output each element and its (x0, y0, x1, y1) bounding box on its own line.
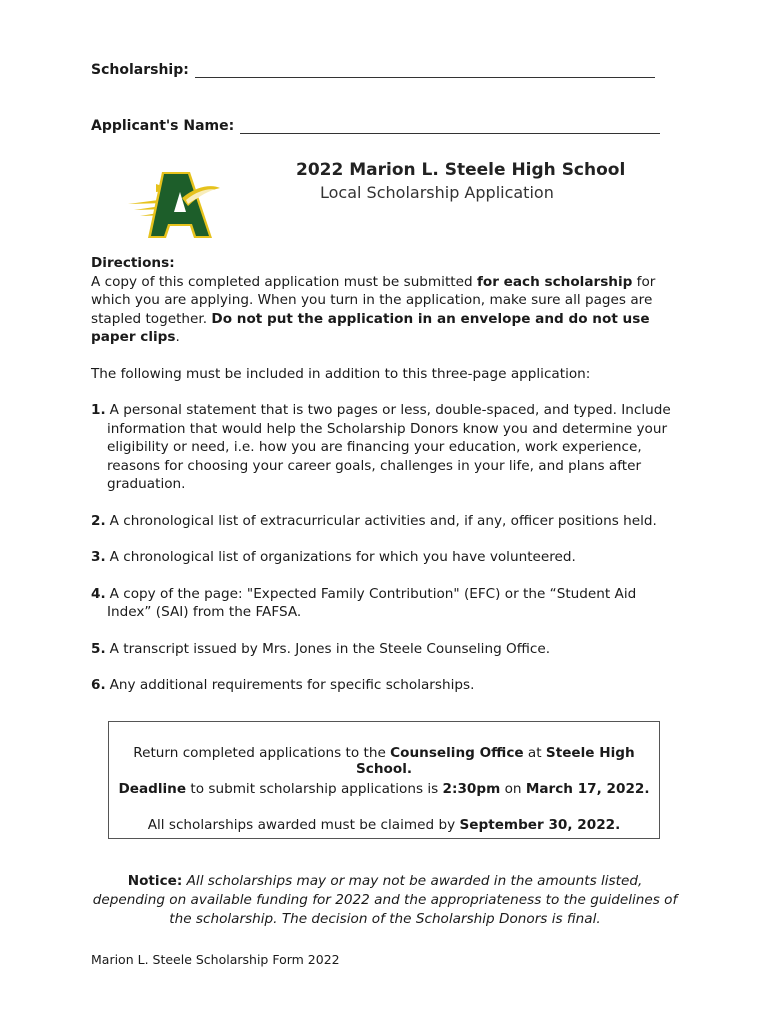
requirements-list (91, 401, 681, 695)
applicant-name-field (91, 118, 660, 134)
dir-text-a: A copy of this completed application must be submitted (91, 273, 477, 290)
item-number: 3. (91, 549, 106, 565)
scholarship-label: Scholarship: (91, 62, 189, 78)
item-text: A copy of the page: "Expected Family Contribution" (EFC) or the “Student Aid Index” (SAI) from the FAFSA. (107, 585, 637, 620)
list-item (91, 512, 681, 531)
box-text: All scholarships awarded must be claimed by (147, 817, 460, 833)
box-text: Deadline (118, 781, 187, 797)
return-instructions (109, 745, 659, 777)
box-text: Counseling Office (390, 745, 524, 761)
item-text: A transcript issued by Mrs. Jones in the Steele Counseling Office. (109, 640, 551, 657)
claim-deadline-line (109, 817, 659, 833)
dir-text-d: Do not put the application in an envelope and do not use paper clips (91, 310, 650, 345)
directions-heading: Directions: (91, 255, 175, 271)
form-header (296, 160, 625, 202)
applicant-name-label: Applicant's Name: (91, 118, 235, 134)
deadline-line (109, 781, 659, 797)
notice-paragraph (92, 872, 678, 929)
scholarship-field (91, 62, 655, 78)
scholarship-blank[interactable] (195, 65, 655, 78)
school-logo-icon (126, 168, 222, 244)
requirements-intro: The following must be included in addition to this three-page application: (91, 365, 591, 382)
item-number: 5. (91, 640, 106, 657)
list-item (91, 585, 681, 622)
list-item (91, 401, 681, 494)
list-item (91, 640, 681, 659)
dir-text-e: . (175, 329, 180, 345)
box-text: Return completed applications to the (133, 745, 391, 761)
box-text: Steele High School. (355, 745, 635, 777)
list-item (91, 676, 681, 695)
box-text: 2:30pm (442, 781, 501, 797)
box-text: on (500, 781, 526, 797)
item-text: A chronological list of organizations for which you have volunteered. (109, 549, 576, 565)
box-text: September 30, 2022. (459, 817, 621, 833)
notice-text: All scholarships may or may not be awarded in the amounts listed, depending on available funding for 2022 and the appropriateness to the guidelines of the scholarship. The decision of the Scholarship Donors is final. (92, 872, 678, 927)
box-text: at (523, 745, 546, 761)
page-subtitle: Local Scholarship Application (320, 183, 554, 202)
item-number: 1. (91, 402, 106, 418)
item-text: A chronological list of extracurricular activities and, if any, officer positions held. (109, 512, 657, 529)
item-number: 6. (91, 677, 106, 693)
item-text: A personal statement that is two pages or less, double-spaced, and typed. Include information that would help the Scholarship Donors know you and determine your eligibility or need, i.e. how you are financing your education, work experience, reasons for choosing your career goals, challenges in your life, and plans after graduation. (107, 402, 671, 492)
dir-text-b: for each scholarship (476, 273, 633, 290)
item-text: Any additional requirements for specific scholarships. (109, 677, 475, 693)
dir-text-c: for which you are applying. When you turn in the application, make sure all pages are stapled together. (91, 273, 656, 327)
notice-label: Notice: (127, 872, 183, 889)
directions-section (91, 254, 681, 713)
item-number: 4. (91, 585, 106, 602)
box-text: March 17, 2022. (525, 781, 650, 797)
list-item (91, 548, 681, 567)
submission-info-box (108, 721, 660, 839)
page-footer: Marion L. Steele Scholarship Form 2022 (91, 952, 340, 967)
page-title: 2022 Marion L. Steele High School (296, 160, 626, 180)
applicant-name-blank[interactable] (240, 121, 660, 134)
box-text: to submit scholarship applications is (186, 781, 443, 797)
directions-paragraph (91, 273, 681, 347)
item-number: 2. (91, 512, 106, 529)
